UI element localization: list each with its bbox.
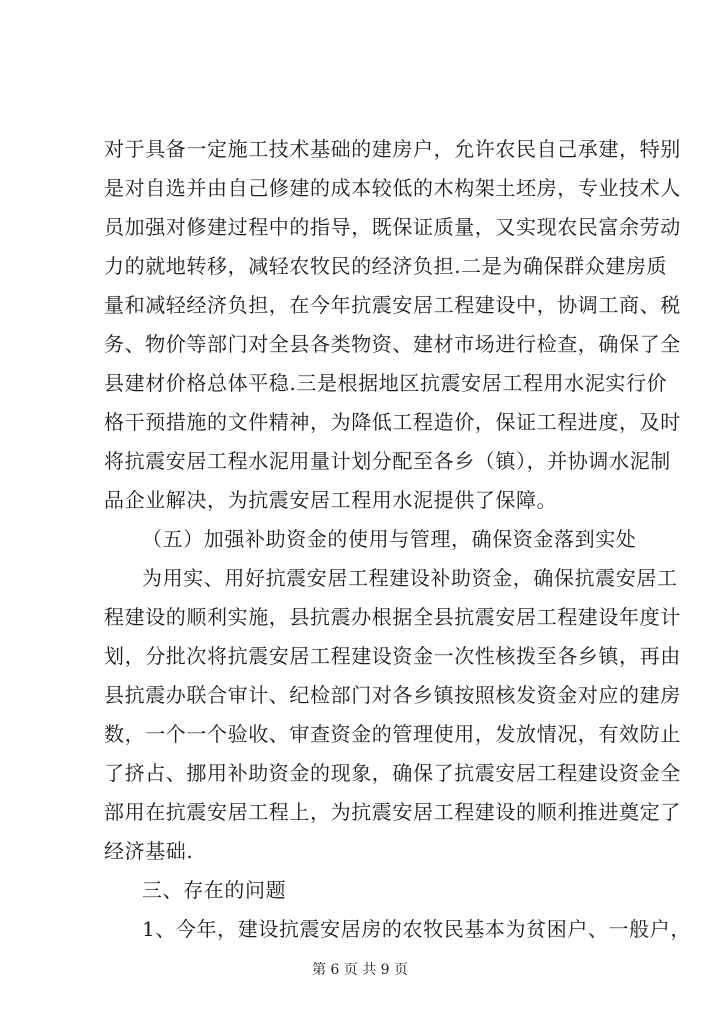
body-text-line: 了挤占、挪用补助资金的现象，确保了抗震安居工程建设资金全	[104, 761, 681, 785]
body-text-line: 务、物价等部门对全县各类物资、建材市场进行检查，确保了全	[104, 332, 681, 356]
body-text-line: 将抗震安居工程水泥用量计划分配至各乡（镇），并协调水泥制	[104, 449, 671, 473]
page-number-footer: 第 6 页 共 9 页	[311, 962, 409, 978]
body-text-line: 程建设的顺利实施，县抗震办根据全县抗震安居工程建设年度计	[104, 605, 681, 629]
body-text-line: 对于具备一定施工技术基础的建房户，允许农民自己承建，特别	[104, 137, 681, 161]
body-text-line: 量和减轻经济负担，在今年抗震安居工程建设中，协调工商、税	[104, 293, 681, 317]
body-text-line: 格干预措施的文件精神，为降低工程造价，保证工程进度，及时	[104, 410, 681, 434]
section-heading: 三、存在的问题	[142, 878, 287, 902]
body-text-line: 1、今年，建设抗震安居房的农牧民基本为贫困户、一般户，	[142, 917, 691, 941]
body-text-line: 品企业解决，为抗震安居工程用水泥提供了保障。	[104, 488, 558, 512]
body-text-line: 县抗震办联合审计、纪检部门对各乡镇按照核发资金对应的建房	[104, 683, 681, 707]
body-text-line: 数，一个一个验收、审查资金的管理使用，发放情况，有效防止	[104, 722, 681, 746]
body-text-line: 员加强对修建过程中的指导，既保证质量，又实现农民富余劳动	[104, 215, 681, 239]
body-text-line: 力的就地转移，减轻农牧民的经济负担.二是为确保群众建房质	[104, 254, 668, 278]
section-heading: （五）加强补助资金的使用与管理，确保资金落到实处	[142, 527, 637, 551]
body-text-line: 经济基础.	[104, 839, 194, 863]
body-text-line: 是对自选并由自己修建的成本较低的木构架土坯房，专业技术人	[104, 176, 681, 200]
body-text-line: 为用实、用好抗震安居工程建设补助资金，确保抗震安居工	[142, 566, 678, 590]
body-text-line: 划，分批次将抗震安居工程建设资金一次性核拨至各乡镇，再由	[104, 644, 681, 668]
body-text-line: 县建材价格总体平稳.三是根据地区抗震安居工程用水泥实行价	[104, 371, 668, 395]
body-text-line: 部用在抗震安居工程上，为抗震安居工程建设的顺利推进奠定了	[104, 800, 681, 824]
